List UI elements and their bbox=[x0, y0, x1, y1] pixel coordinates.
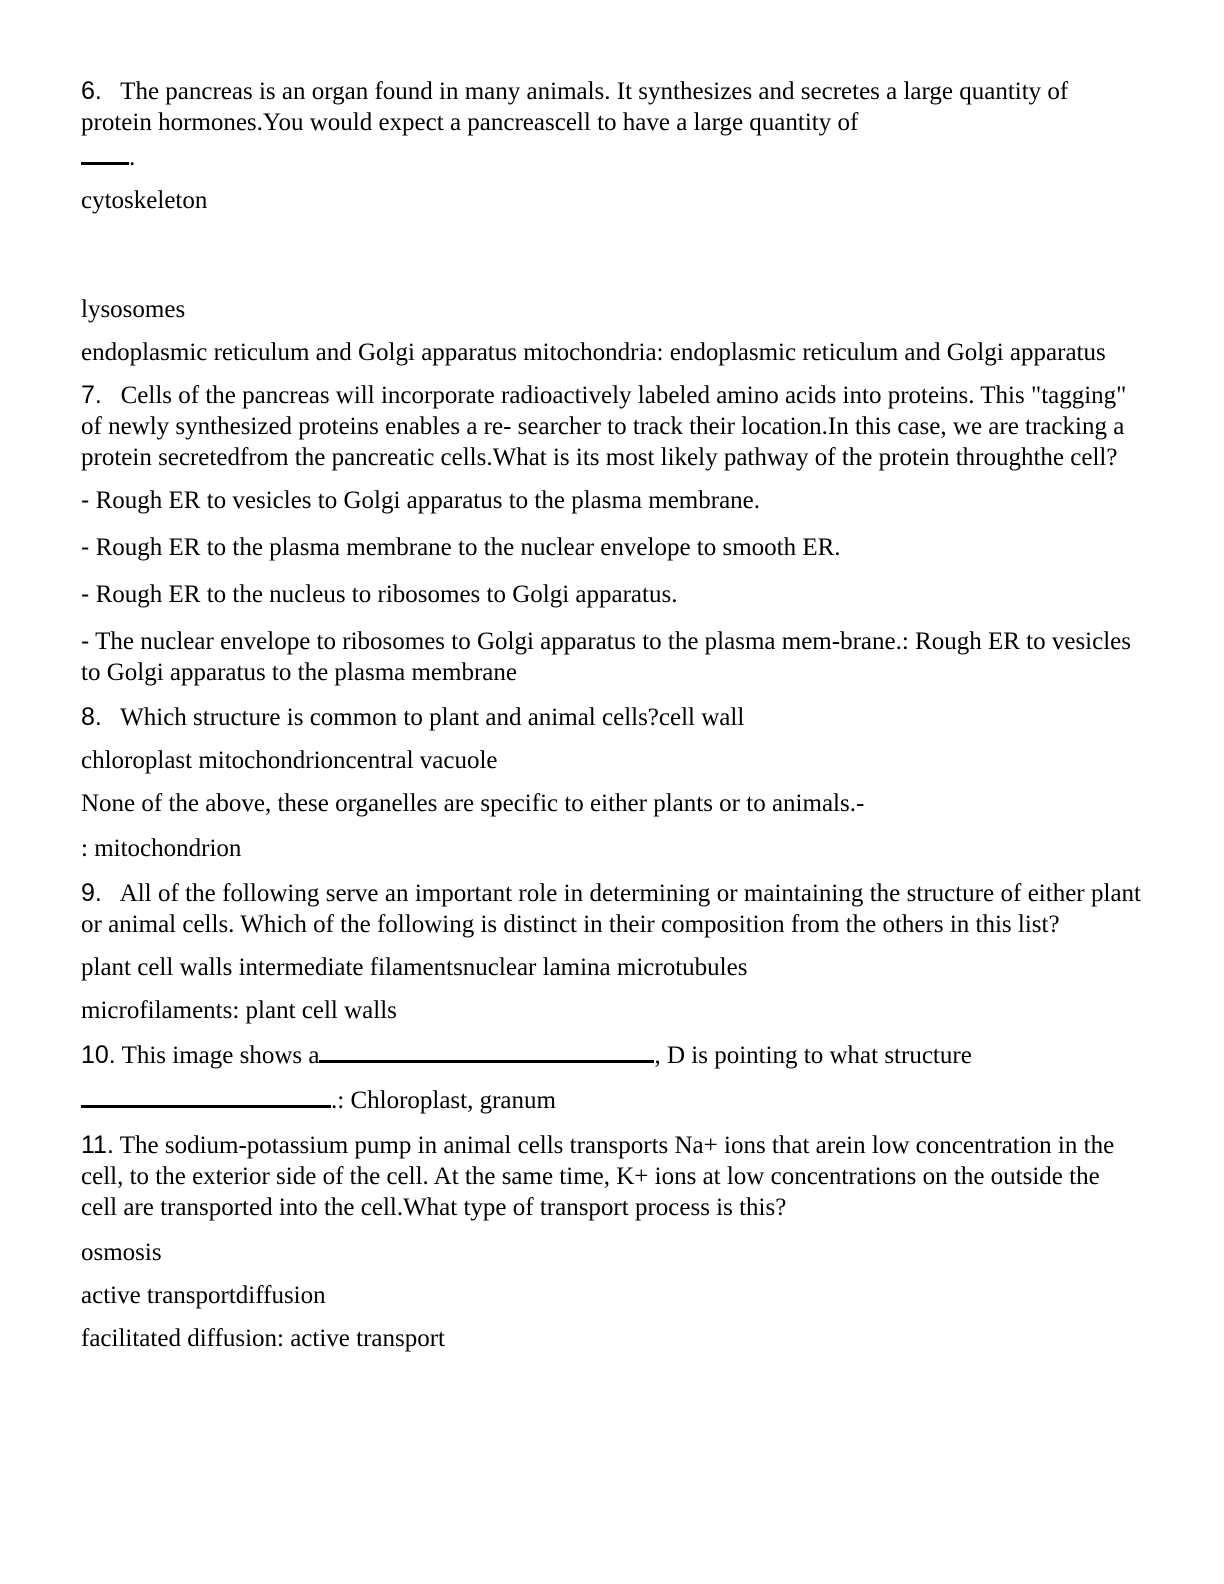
option-label: The nuclear envelope to ribosomes to Golgi apparatus to the plasma mem-brane.: Rough ER to vesicles to Golgi apparatus to the plasma membrane bbox=[81, 628, 1131, 686]
question-9 bbox=[81, 878, 1141, 940]
bullet-dash: - bbox=[81, 627, 90, 655]
document-page bbox=[81, 70, 1141, 1354]
option-text: chloroplast mitochondrioncentral vacuole bbox=[81, 747, 498, 774]
question-text: The pancreas is an organ found in many animals. It synthesizes and secretes a large quantity of protein hormones.You would expect a pancreascell to have a large quantity of bbox=[81, 78, 1069, 136]
option-text: facilitated diffusion: active transport bbox=[81, 1325, 446, 1352]
option-text bbox=[81, 532, 1141, 563]
question-8 bbox=[81, 702, 1141, 733]
option-text: cytoskeleton bbox=[81, 187, 208, 214]
bullet-dash: - bbox=[81, 580, 90, 608]
question-text: Cells of the pancreas will incorporate radioactively labeled amino acids into proteins. This "tagging" of newly synthesized proteins enables a re- searcher to track their location.In this case, we are tracking a protein secretedfrom the pancreatic cells.What is its most likely pathway of the protein throughthe cell? bbox=[81, 382, 1127, 471]
answer-blank bbox=[319, 1059, 654, 1063]
answer-text: : mitochondrion bbox=[81, 835, 242, 862]
option-text: endoplasmic reticulum and Golgi apparatus mitochondria: endoplasmic reticulum and Golgi apparatus bbox=[81, 339, 1106, 366]
question-7 bbox=[81, 380, 1141, 473]
option-text: None of the above, these organelles are specific to either plants or to animals.- bbox=[81, 790, 865, 817]
option-text: active transportdiffusion bbox=[81, 1282, 326, 1309]
option-text bbox=[81, 626, 1141, 688]
question-number: 11. bbox=[81, 1131, 114, 1159]
question-text-a: This image shows a bbox=[121, 1042, 320, 1069]
question-text: Which structure is common to plant and animal cells?cell wall bbox=[120, 704, 745, 731]
option-text bbox=[81, 485, 1141, 516]
bullet-dash: - bbox=[81, 533, 90, 561]
question-number: 7. bbox=[81, 381, 102, 409]
option-text: osmosis bbox=[81, 1239, 162, 1266]
question-11 bbox=[81, 1130, 1141, 1223]
option-label: Rough ER to the plasma membrane to the nuclear envelope to smooth ER. bbox=[95, 534, 841, 561]
question-text-b: , D is pointing to what structure bbox=[654, 1042, 972, 1069]
question-text: The sodium-potassium pump in animal cells transports Na+ ions that arein low concentration in the cell, to the exterior side of the cell. At the same time, K+ ions at low concentrations on the outside the cell are transported into the cell.What type of transport process is this? bbox=[81, 1132, 1115, 1221]
answer-blank-line bbox=[81, 142, 1141, 173]
question-6 bbox=[81, 76, 1141, 138]
question-number: 8. bbox=[81, 703, 102, 731]
question-number: 10. bbox=[81, 1041, 116, 1069]
answer-line bbox=[81, 1085, 1141, 1116]
question-number: 6. bbox=[81, 77, 102, 105]
option-text bbox=[81, 579, 1141, 610]
option-text: lysosomes bbox=[81, 296, 186, 323]
option-label: Rough ER to vesicles to Golgi apparatus to the plasma membrane. bbox=[95, 487, 761, 514]
option-text: plant cell walls intermediate filamentsnuclear lamina microtubules bbox=[81, 954, 748, 981]
question-number: 9. bbox=[81, 879, 102, 907]
question-10 bbox=[81, 1040, 1141, 1071]
answer-blank bbox=[81, 1104, 331, 1108]
option-text: microfilaments: plant cell walls bbox=[81, 997, 397, 1024]
answer-blank bbox=[81, 161, 129, 165]
bullet-dash: - bbox=[81, 486, 90, 514]
answer-text: .: Chloroplast, granum bbox=[331, 1087, 556, 1114]
blank-period: . bbox=[129, 144, 136, 171]
question-text: All of the following serve an important role in determining or maintaining the structure of either plant or animal cells. Which of the following is distinct in their composition from the others in this list? bbox=[81, 880, 1141, 938]
option-label: Rough ER to the nucleus to ribosomes to Golgi apparatus. bbox=[95, 581, 678, 608]
